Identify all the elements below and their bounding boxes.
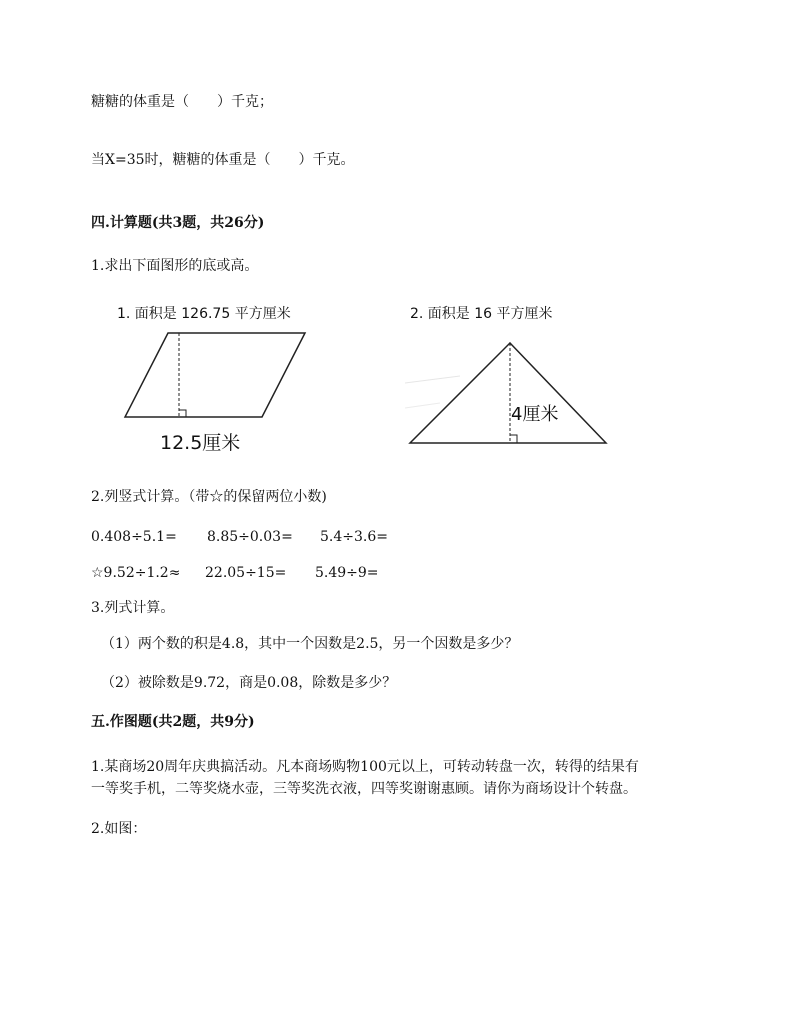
section-5-q1-line2: 一等奖手机，二等奖烧水壶，三等奖洗衣液，四等奖谢谢惠顾。请你为商场设计个转盘。 [91, 781, 637, 797]
triangle-shape [410, 343, 606, 443]
faded-artifact [405, 403, 440, 408]
section-4-heading: 四.计算题(共3题，共26分) [91, 215, 265, 231]
triangle-height-label: 4厘米 [511, 404, 559, 425]
section-5-q2: 2.如图： [91, 821, 147, 837]
parallelogram-base-label: 12.5厘米 [160, 432, 241, 454]
question-3-text: 3.列式计算。 [91, 600, 175, 616]
question-3-part-1: （1）两个数的积是4.8，其中一个因数是2.5，另一个因数是多少？ [101, 636, 519, 652]
section-5-q1-line1: 1.某商场20周年庆典搞活动。凡本商场购物100元以上，可转动转盘一次，转得的结果有 [91, 759, 639, 775]
figure-2-caption: 2. 面积是 16 平方厘米 [410, 306, 553, 322]
triangle-figure [400, 338, 615, 453]
text-line-x35: 当X=35时，糖糖的体重是（ ）千克。 [91, 152, 355, 168]
question-1-text: 1.求出下面图形的底或高。 [91, 258, 259, 274]
calc-item: 0.408÷5.1= [91, 529, 177, 545]
parallelogram-shape [125, 333, 305, 417]
faded-artifact [405, 376, 460, 383]
figure-1-caption: 1. 面积是 126.75 平方厘米 [117, 306, 291, 322]
right-angle-mark [510, 435, 517, 443]
calc-item: 8.85÷0.03= [207, 529, 293, 545]
calc-item: 5.49÷9= [315, 565, 379, 581]
calc-item: 22.05÷15= [205, 565, 287, 581]
calc-item: ☆9.52÷1.2≈ [91, 565, 181, 581]
question-2-text: 2.列竖式计算。（带☆的保留两位小数) [91, 489, 327, 505]
question-3-part-2: （2）被除数是9.72，商是0.08，除数是多少？ [101, 675, 397, 691]
right-angle-mark [179, 410, 186, 417]
calc-item: 5.4÷3.6= [320, 529, 388, 545]
section-5-heading: 五.作图题(共2题，共9分) [91, 714, 255, 730]
text-line-weight-blank: 糖糖的体重是（ ）千克； [91, 94, 273, 110]
